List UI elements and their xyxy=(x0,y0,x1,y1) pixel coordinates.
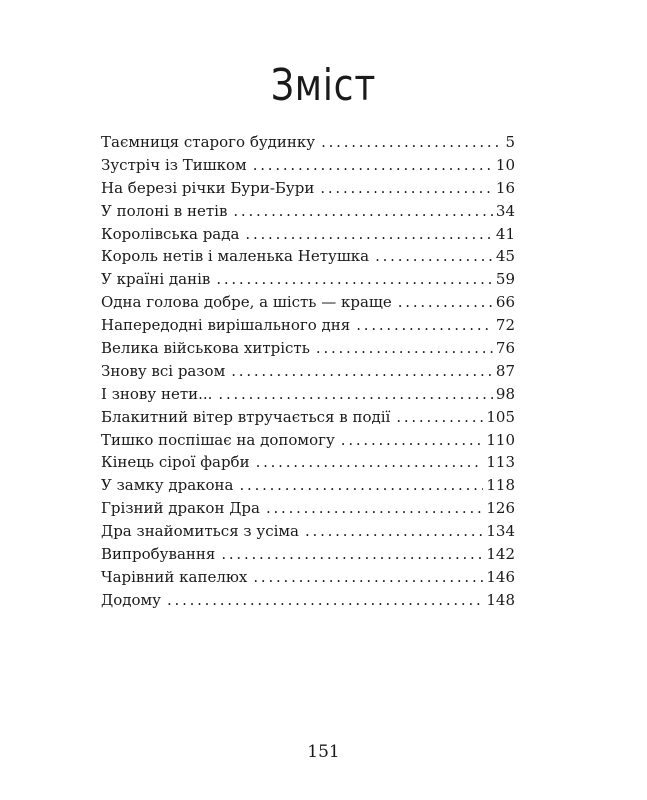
toc-entry-page: 110 xyxy=(486,430,515,449)
page-number: 151 xyxy=(307,742,340,762)
dot-leader xyxy=(245,223,492,246)
toc-entry-title: На березі річки Бури-Бури xyxy=(101,178,315,197)
toc-entry-page: 41 xyxy=(495,224,515,243)
toc-entry-title: Таємниця старого будинку xyxy=(101,133,316,151)
toc-entry-title: І знову нети... xyxy=(101,384,213,403)
toc-entry xyxy=(101,406,515,429)
toc-entry-page: 134 xyxy=(486,522,515,541)
toc-entry xyxy=(101,223,515,246)
dot-leader xyxy=(233,200,493,223)
dot-leader xyxy=(231,360,493,383)
toc-entry-page: 148 xyxy=(486,590,515,609)
toc-entry xyxy=(101,314,515,337)
toc-entry xyxy=(101,429,515,452)
toc-entry-title: Знову всі разом xyxy=(101,361,226,380)
toc-entry-title: Блакитний вітер втручається в події xyxy=(101,407,391,426)
dot-leader xyxy=(167,589,483,612)
toc-entry xyxy=(101,200,515,223)
toc-entry-title: Тишко поспішає на допомогу xyxy=(101,430,335,449)
toc-entry-page: 76 xyxy=(495,339,515,358)
dot-leader xyxy=(396,406,483,429)
dot-leader xyxy=(375,245,493,268)
dot-leader xyxy=(218,383,492,406)
toc-entry-title: Випробування xyxy=(101,545,216,564)
toc-entry-title: Напередодні вирішального дня xyxy=(101,316,351,335)
toc-entry-title: У полоні в нетів xyxy=(101,201,228,220)
dot-leader xyxy=(240,474,484,497)
toc-entry-title: Король нетів і маленька Нетушка xyxy=(101,247,370,266)
dot-leader xyxy=(221,543,483,566)
dot-leader xyxy=(266,497,483,520)
toc-entry xyxy=(101,566,515,589)
toc-entry xyxy=(101,245,515,268)
toc-entry-page: 98 xyxy=(495,384,515,403)
dot-leader xyxy=(341,429,484,452)
toc-entry-page: 118 xyxy=(486,476,515,495)
toc-entry xyxy=(101,383,515,406)
toc-entry-page: 126 xyxy=(486,499,515,518)
toc-entry xyxy=(101,154,515,177)
toc-entry xyxy=(101,497,515,520)
toc-entry xyxy=(101,520,515,543)
toc-entry-title: У замку дракона xyxy=(101,476,234,495)
toc-entry-page: 59 xyxy=(495,270,515,289)
toc-entry xyxy=(101,589,515,612)
toc-entry-title: Додому xyxy=(101,590,161,609)
toc-entry xyxy=(101,543,515,566)
toc-entry-title: Грізний дракон Дра xyxy=(101,499,260,518)
toc-entry-page: 16 xyxy=(495,178,515,197)
dot-leader xyxy=(253,154,493,177)
toc-entry-page: 113 xyxy=(486,453,515,472)
dot-leader xyxy=(320,177,493,200)
page-title: Зміст xyxy=(270,60,377,111)
toc-entry xyxy=(101,360,515,383)
toc-entry-title: Чарівний капелюх xyxy=(101,567,248,586)
toc-entry-page: 146 xyxy=(486,567,515,586)
toc-entry-page: 10 xyxy=(495,155,515,174)
dot-leader xyxy=(321,131,502,154)
toc-entry-title: Дра знайомиться з усіма xyxy=(101,522,300,541)
toc-entry-title: Королівська рада xyxy=(101,224,240,243)
dot-leader xyxy=(253,566,483,589)
toc-entry-title: Кінець сірої фарби xyxy=(101,453,250,472)
dot-leader xyxy=(256,451,484,474)
toc-entry-page: 34 xyxy=(495,201,515,220)
dot-leader xyxy=(356,314,493,337)
dot-leader xyxy=(398,291,493,314)
toc-entry xyxy=(101,451,515,474)
toc-entry xyxy=(101,177,515,200)
toc-entry-page: 72 xyxy=(495,316,515,335)
dot-leader xyxy=(216,268,493,291)
dot-leader xyxy=(305,520,483,543)
toc-entry xyxy=(101,268,515,291)
toc-entry xyxy=(101,337,515,360)
table-of-contents xyxy=(101,131,515,612)
toc-entry-page: 105 xyxy=(486,407,515,426)
toc-entry-title: Велика військова хитрість xyxy=(101,339,310,358)
toc-entry xyxy=(101,474,515,497)
toc-entry-page: 45 xyxy=(495,247,515,266)
toc-entry-title: Одна голова добре, а шість — краще xyxy=(101,293,392,312)
toc-entry-page: 66 xyxy=(495,293,515,312)
toc-entry xyxy=(101,131,515,154)
toc-entry-title: Зустріч із Тишком xyxy=(101,155,247,174)
dot-leader xyxy=(316,337,493,360)
toc-entry-page: 87 xyxy=(495,361,515,380)
toc-entry-page: 142 xyxy=(486,545,515,564)
toc-entry-page: 5 xyxy=(505,133,515,151)
toc-entry xyxy=(101,291,515,314)
toc-entry-title: У країні данів xyxy=(101,270,211,289)
